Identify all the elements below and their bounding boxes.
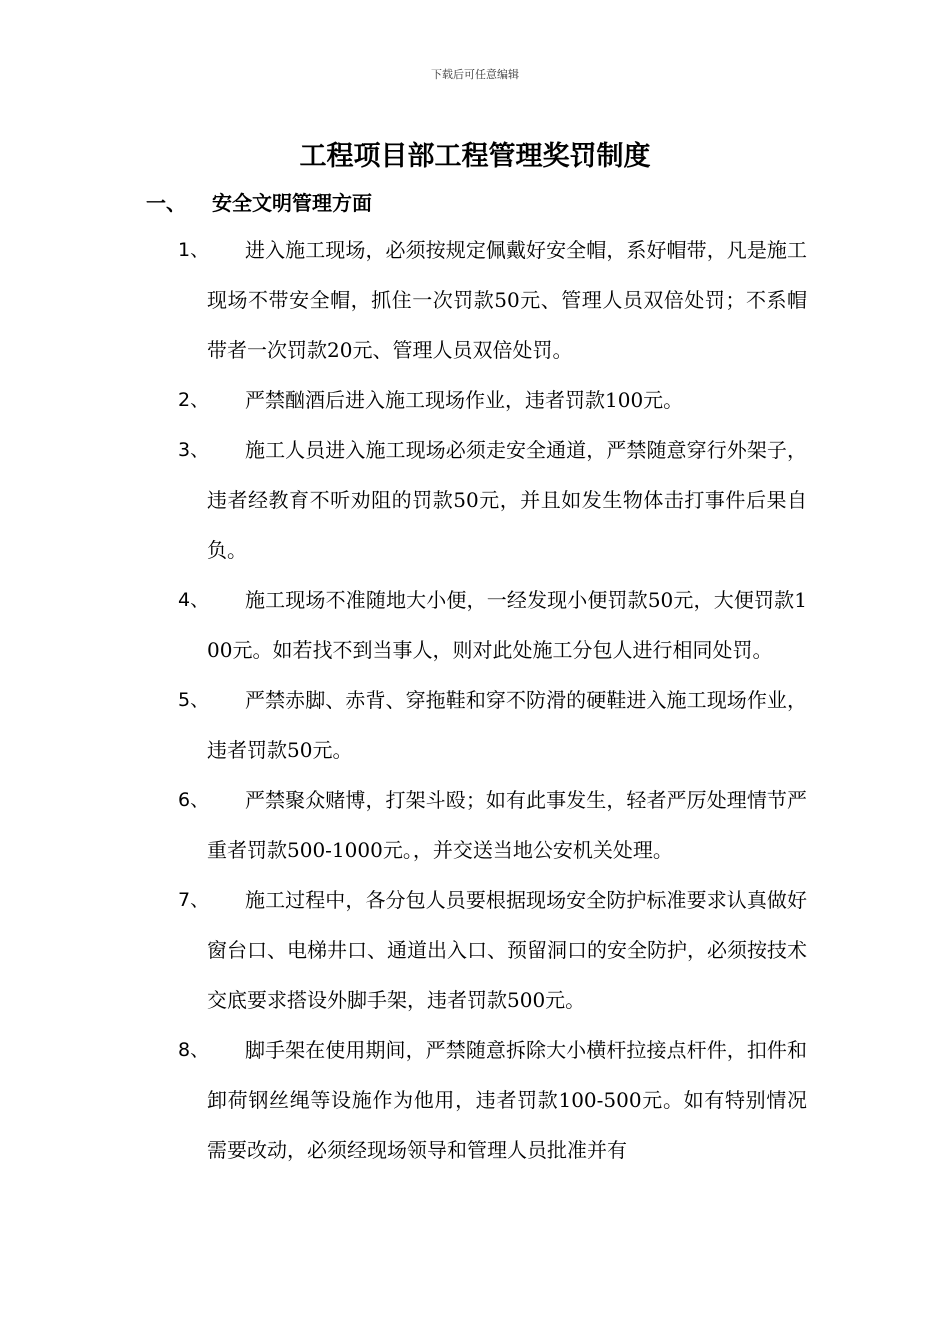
rule-item	[0, 775, 950, 875]
rule-text: 施工人员进入施工现场必须走安全通道，严禁随意穿行外架子，违者经教育不听劝阻的罚款50元，并且如发生物体击打事件后果自负。	[207, 438, 807, 562]
rule-item	[0, 375, 950, 425]
rule-item	[0, 1025, 950, 1175]
rule-item	[0, 875, 950, 1025]
section-heading	[146, 187, 372, 216]
header-note: 下载后可任意编辑	[431, 68, 519, 81]
rule-text: 施工现场不准随地大小便，一经发现小便罚款50元，大便罚款100元。如若找不到当事人，则对此处施工分包人进行相同处罚。	[207, 588, 807, 662]
rule-text: 脚手架在使用期间，严禁随意拆除大小横杆拉接点杆件，扣件和卸荷钢丝绳等设施作为他用，违者罚款100-500元。如有特别情况需要改动，必须经现场领导和管理人员批准并有	[207, 1038, 807, 1162]
rule-number: 1、	[178, 239, 210, 261]
rule-number: 6、	[178, 789, 210, 811]
rule-number: 3、	[178, 439, 210, 461]
rule-item	[0, 575, 950, 675]
document-title: 工程项目部工程管理奖罚制度	[299, 141, 651, 172]
rule-number: 7、	[178, 889, 210, 911]
rule-text: 严禁赤脚、赤背、穿拖鞋和穿不防滑的硬鞋进入施工现场作业，违者罚款50元。	[207, 688, 807, 762]
rule-number: 4、	[178, 589, 210, 611]
rule-number: 8、	[178, 1039, 210, 1061]
rule-text: 严禁聚众赌博，打架斗殴；如有此事发生，轻者严厉处理情节严重者罚款500-1000元。，并交送当地公安机关处理。	[207, 788, 807, 862]
rule-text: 施工过程中，各分包人员要根据现场安全防护标准要求认真做好窗台口、电梯井口、通道出入口、预留洞口的安全防护，必须按技术交底要求搭设外脚手架，违者罚款500元。	[207, 888, 807, 1012]
section-title: 安全文明管理方面	[212, 191, 372, 215]
rule-number: 2、	[178, 389, 210, 411]
rule-item	[0, 225, 950, 375]
rule-item	[0, 675, 950, 775]
rule-number: 5、	[178, 689, 210, 711]
rule-text: 严禁酗酒后进入施工现场作业，违者罚款100元。	[245, 388, 684, 412]
rules-list	[0, 225, 950, 1175]
rule-text: 进入施工现场，必须按规定佩戴好安全帽，系好帽带，凡是施工现场不带安全帽，抓住一次罚款50元、管理人员双倍处罚；不系帽带者一次罚款20元、管理人员双倍处罚。	[207, 238, 807, 362]
rule-item	[0, 425, 950, 575]
section-number: 一、	[146, 191, 186, 215]
